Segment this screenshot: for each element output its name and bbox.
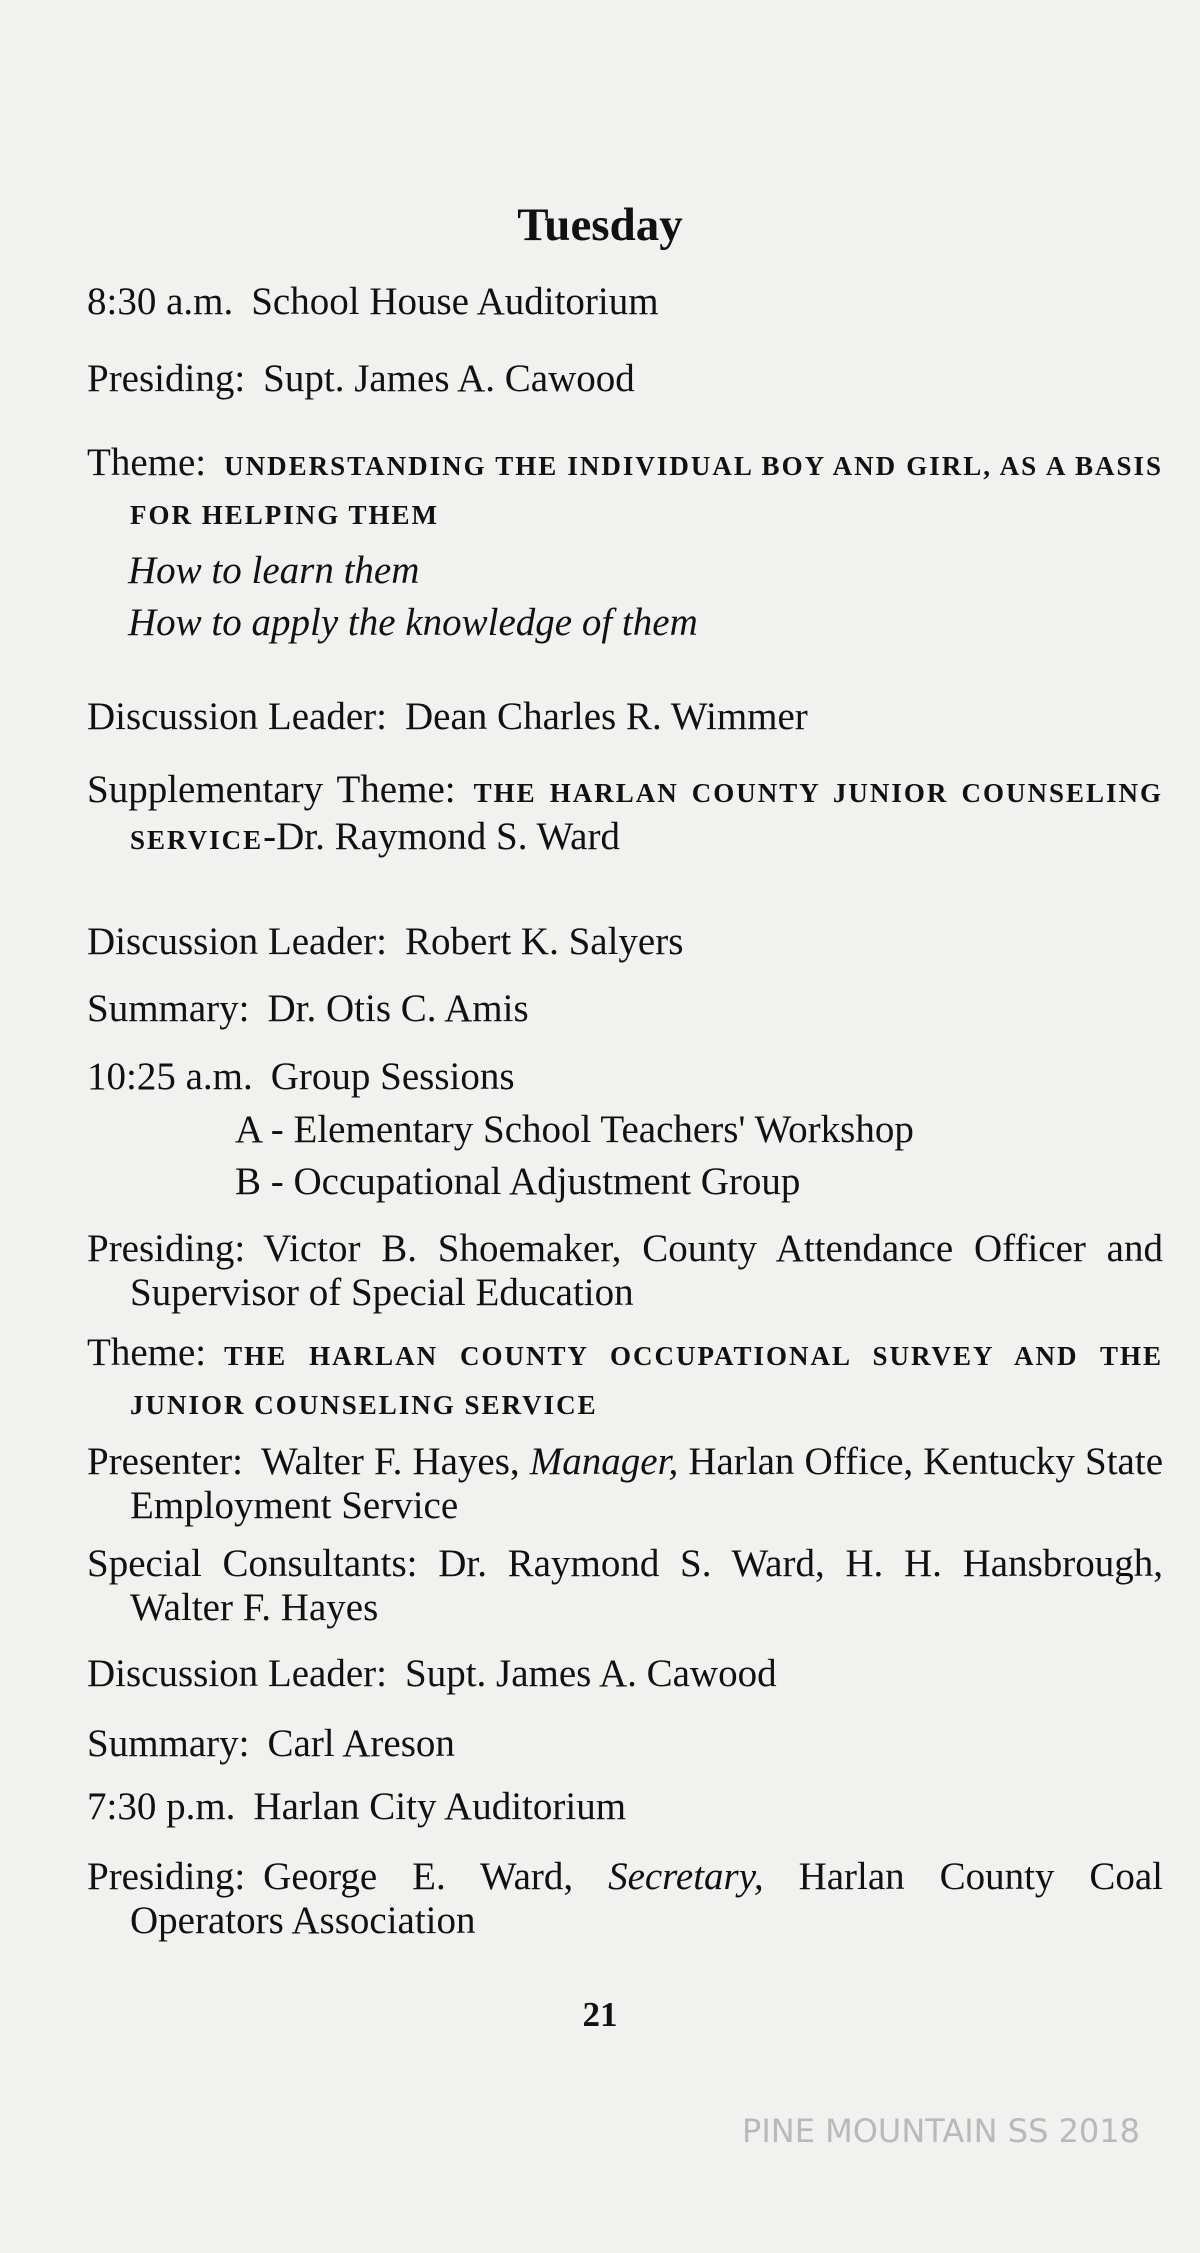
group-presiding	[87, 1227, 1163, 1315]
group-presenter	[87, 1440, 1163, 1528]
supp-theme-dash: -	[263, 815, 277, 858]
supp-theme-text: THE HARLAN COUNTY JUNIOR COUNSELING SERVICE	[130, 778, 1163, 855]
morning-time-venue	[87, 280, 1120, 324]
theme-label: Theme:	[87, 441, 207, 484]
session-letter: A	[235, 1108, 262, 1151]
morning-discussion-leader	[87, 695, 1120, 739]
summary-label: Summary:	[87, 987, 250, 1030]
group-session-a: A - Elementary School Teachers' Workshop	[235, 1108, 914, 1151]
presiding-label: Presiding:	[87, 357, 246, 400]
group-theme	[87, 1330, 1163, 1428]
theme-text: UNDERSTANDING THE INDIVIDUAL BOY AND GIRL, AS A BASIS FOR HELPING THEM	[130, 451, 1163, 530]
session-name: Occupational Adjustment Group	[293, 1160, 801, 1203]
subpoint-1: How to learn them	[128, 549, 420, 592]
evening-presiding	[87, 1855, 1163, 1943]
group-summary	[87, 1722, 1120, 1766]
summary-name: Carl Areson	[267, 1722, 455, 1765]
supp-theme-speaker: Dr. Raymond S. Ward	[276, 815, 620, 858]
presenter-role: Manager,	[529, 1440, 679, 1483]
morning-theme	[87, 440, 1163, 538]
group-consultants	[87, 1542, 1163, 1630]
evening-venue: Harlan City Auditorium	[253, 1785, 627, 1828]
subpoint-2: How to apply the knowledge of them	[128, 601, 698, 644]
group-discussion-leader	[87, 1652, 1120, 1696]
discussion-leader-name: Supt. James A. Cawood	[405, 1652, 777, 1695]
presiding-label: Presiding:	[87, 1855, 246, 1898]
summary-name: Dr. Otis C. Amis	[267, 987, 529, 1030]
discussion-label: Discussion Leader:	[87, 695, 388, 738]
presenter-org: Harlan Office, Kentucky State Employment Service	[130, 1440, 1164, 1527]
presiding-name: Victor B. Shoemaker, County Attendance Officer and Supervisor of Special Education	[130, 1227, 1163, 1314]
presenter-name: Walter F. Hayes,	[260, 1440, 520, 1483]
discussion-label: Discussion Leader:	[87, 920, 388, 963]
morning-presiding	[87, 357, 1120, 401]
presiding-role: Secretary,	[608, 1855, 764, 1898]
consultants-label: Special Consultants:	[87, 1542, 418, 1585]
theme-label: Theme:	[87, 1331, 207, 1374]
group-session-b: B - Occupational Adjustment Group	[235, 1160, 801, 1203]
presiding-name: George E. Ward,	[263, 1855, 574, 1898]
supplementary-theme	[87, 768, 1163, 862]
supp-theme-label: Supplementary Theme:	[87, 768, 456, 811]
group-title: Group Sessions	[270, 1055, 515, 1098]
evening-time-venue	[87, 1785, 1120, 1829]
day-heading: Tuesday	[517, 199, 683, 251]
group-time-title	[87, 1055, 1120, 1099]
evening-time: 7:30 p.m.	[87, 1785, 236, 1828]
session-name: Elementary School Teachers' Workshop	[293, 1108, 914, 1151]
theme-text: THE HARLAN COUNTY OCCUPATIONAL SURVEY AND THE JUNIOR COUNSELING SERVICE	[130, 1341, 1163, 1420]
session-letter: B	[235, 1160, 262, 1203]
page-number: 21	[582, 1995, 618, 2034]
group-time: 10:25 a.m.	[87, 1055, 253, 1098]
morning-venue: School House Auditorium	[251, 280, 659, 323]
watermark: PINE MOUNTAIN SS 2018	[742, 2112, 1140, 2150]
discussion-leader-name: Robert K. Salyers	[405, 920, 684, 963]
morning-time: 8:30 a.m.	[87, 280, 234, 323]
presiding-name: Supt. James A. Cawood	[263, 357, 635, 400]
presenter-label: Presenter:	[87, 1440, 243, 1483]
presiding-label: Presiding:	[87, 1227, 246, 1270]
presiding-org: Harlan County Coal Operators Association	[130, 1855, 1163, 1942]
morning-discussion-leader-2	[87, 920, 1120, 964]
discussion-leader-name: Dean Charles R. Wimmer	[405, 695, 808, 738]
morning-summary	[87, 987, 1120, 1031]
summary-label: Summary:	[87, 1722, 250, 1765]
discussion-label: Discussion Leader:	[87, 1652, 388, 1695]
consultants-names: Dr. Raymond S. Ward, H. H. Hansbrough, Walter F. Hayes	[130, 1542, 1163, 1629]
